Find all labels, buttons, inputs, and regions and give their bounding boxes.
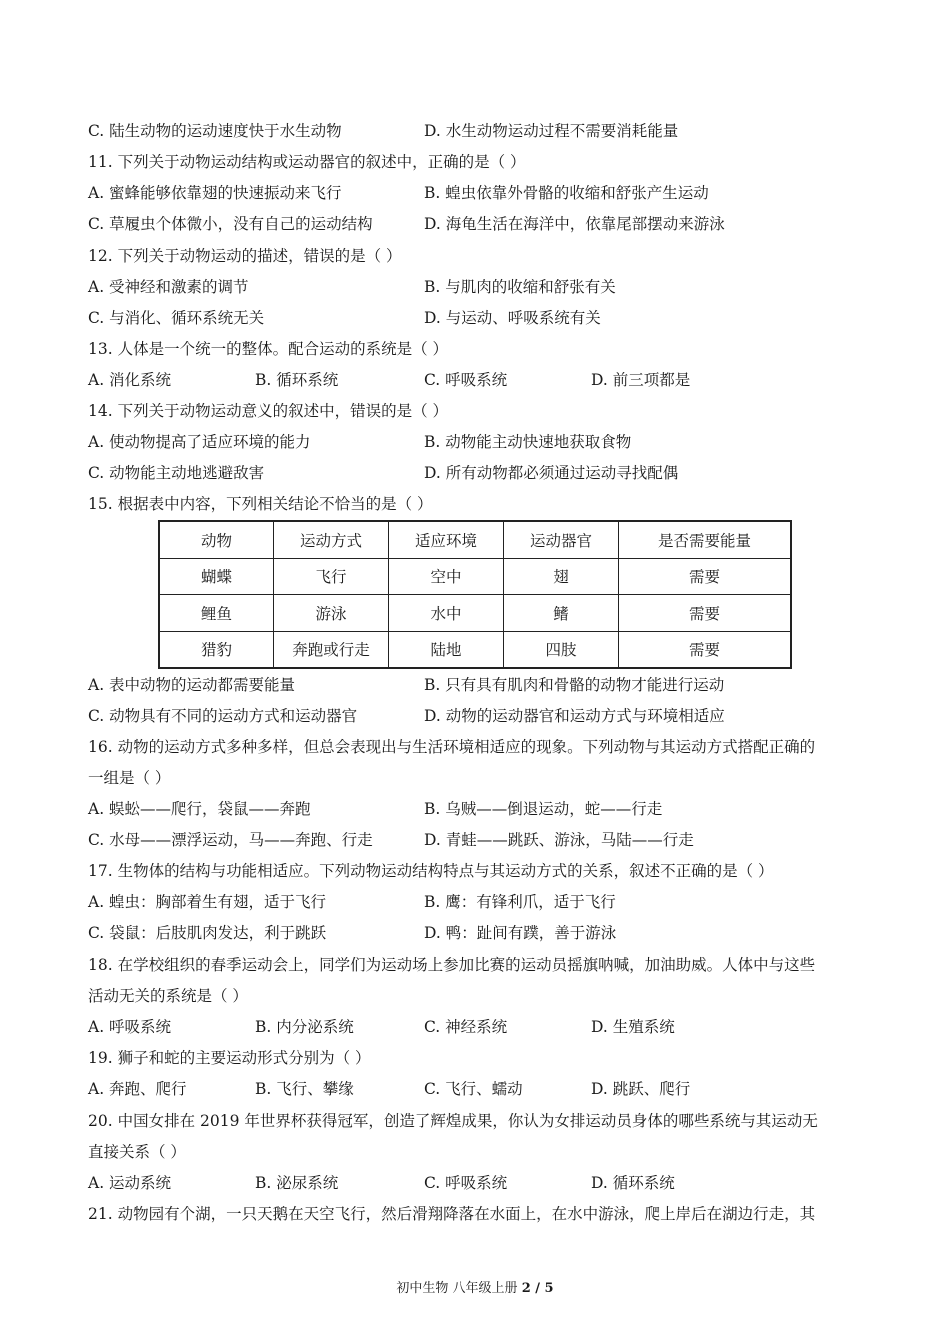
table-cell: 需要 <box>619 595 792 632</box>
question-15: 15. 根据表中内容，下列相关结论不恰当的是（ ） <box>88 495 433 513</box>
page-number: 2 / 5 <box>521 1281 554 1296</box>
option-d: D. 动物的运动器官和运动方式与环境相适应 <box>424 707 725 725</box>
question-18-cont: 活动无关的系统是（ ） <box>88 987 248 1005</box>
option-d: D. 鸭：趾间有蹼，善于游泳 <box>424 924 617 942</box>
option-c: C. 动物能主动地逃避敌害 <box>88 464 265 482</box>
option-a: A. 奔跑、爬行 <box>88 1080 187 1098</box>
option-b: B. 蝗虫依靠外骨骼的收缩和舒张产生运动 <box>424 184 709 202</box>
question-18: 18. 在学校组织的春季运动会上，同学们为运动场上参加比赛的运动员摇旗呐喊，加油助威。人体中与这些 <box>88 956 816 974</box>
question-16-cont: 一组是（ ） <box>88 769 171 787</box>
option-c: C. 动物具有不同的运动方式和运动器官 <box>88 707 358 725</box>
question-20-cont: 直接关系（ ） <box>88 1143 186 1161</box>
table-cell: 需要 <box>619 631 792 668</box>
table-cell: 需要 <box>619 558 792 595</box>
option-a: A. 蝗虫：胸部着生有翅，适于飞行 <box>88 893 327 911</box>
footer-label: 初中生物 八年级上册 <box>396 1281 522 1296</box>
table-header-cell: 动物 <box>159 521 274 558</box>
option-d: D. 前三项都是 <box>591 371 691 389</box>
table-cell: 陆地 <box>389 631 504 668</box>
option-c: C. 神经系统 <box>424 1018 508 1036</box>
table-header-cell: 运动方式 <box>274 521 389 558</box>
option-c: C. 呼吸系统 <box>424 371 508 389</box>
question-21: 21. 动物园有个湖，一只天鹅在天空飞行，然后滑翔降落在水面上，在水中游泳，爬上岸后在湖边行走，其 <box>88 1205 816 1223</box>
option-c: C. 呼吸系统 <box>424 1174 508 1192</box>
option-c: C. 水母——漂浮运动，马——奔跑、行走 <box>88 831 373 849</box>
question-19: 19. 狮子和蛇的主要运动形式分别为（ ） <box>88 1049 371 1067</box>
table-cell: 奔跑或行走 <box>274 631 389 668</box>
option-b: B. 与肌肉的收缩和舒张有关 <box>424 278 616 296</box>
option-c: C. 陆生动物的运动速度快于水生动物 <box>88 122 342 140</box>
option-b: B. 乌贼——倒退运动，蛇——行走 <box>424 800 663 818</box>
option-d: D. 循环系统 <box>591 1174 675 1192</box>
table-cell: 蝴蝶 <box>159 558 274 595</box>
option-a: A. 受神经和激素的调节 <box>88 278 249 296</box>
animal-table <box>158 520 792 669</box>
table-cell: 鲤鱼 <box>159 595 274 632</box>
option-b: B. 泌尿系统 <box>255 1174 339 1192</box>
question-20: 20. 中国女排在 2019 年世界杯获得冠军，创造了辉煌成果，你认为女排运动员身体的哪些系统与其运动无 <box>88 1112 818 1130</box>
table-cell: 鳍 <box>504 595 619 632</box>
option-a: A. 表中动物的运动都需要能量 <box>88 676 296 694</box>
option-d: D. 所有动物都必须通过运动寻找配偶 <box>424 464 679 482</box>
table-header-cell: 是否需要能量 <box>619 521 792 558</box>
option-d: D. 与运动、呼吸系统有关 <box>424 309 601 327</box>
option-d: D. 生殖系统 <box>591 1018 675 1036</box>
table-row <box>159 631 791 668</box>
question-13: 13. 人体是一个统一的整体。配合运动的系统是（ ） <box>88 340 449 358</box>
option-a: A. 使动物提高了适应环境的能力 <box>88 433 311 451</box>
question-14: 14. 下列关于动物运动意义的叙述中，错误的是（ ） <box>88 402 449 420</box>
option-b: B. 内分泌系统 <box>255 1018 354 1036</box>
option-a: A. 消化系统 <box>88 371 172 389</box>
option-c: C. 草履虫个体微小，没有自己的运动结构 <box>88 215 373 233</box>
table-header-cell: 适应环境 <box>389 521 504 558</box>
question-17: 17. 生物体的结构与功能相适应。下列动物运动结构特点与其运动方式的关系，叙述不正确的是（ ） <box>88 862 774 880</box>
option-b: B. 动物能主动快速地获取食物 <box>424 433 632 451</box>
option-b: B. 飞行、攀缘 <box>255 1080 354 1098</box>
option-a: A. 蜈蚣——爬行，袋鼠——奔跑 <box>88 800 311 818</box>
table-cell: 翅 <box>504 558 619 595</box>
table-cell: 水中 <box>389 595 504 632</box>
option-c: C. 与消化、循环系统无关 <box>88 309 265 327</box>
option-d: D. 海龟生活在海洋中，依靠尾部摆动来游泳 <box>424 215 725 233</box>
table-row <box>159 558 791 595</box>
option-a: A. 运动系统 <box>88 1174 172 1192</box>
table-cell: 飞行 <box>274 558 389 595</box>
option-b: B. 鹰：有锋利爪，适于飞行 <box>424 893 616 911</box>
option-b: B. 循环系统 <box>255 371 339 389</box>
option-d: D. 青蛙——跳跃、游泳，马陆——行走 <box>424 831 694 849</box>
option-c: C. 飞行、蠕动 <box>424 1080 523 1098</box>
table-row <box>159 595 791 632</box>
table-cell: 游泳 <box>274 595 389 632</box>
option-d: D. 水生动物运动过程不需要消耗能量 <box>424 122 679 140</box>
table-cell: 空中 <box>389 558 504 595</box>
table-header-row <box>159 521 791 558</box>
option-b: B. 只有具有肌肉和骨骼的动物才能进行运动 <box>424 676 725 694</box>
question-11: 11. 下列关于动物运动结构或运动器官的叙述中，正确的是（ ） <box>88 153 526 171</box>
table-cell: 猎豹 <box>159 631 274 668</box>
option-a: A. 呼吸系统 <box>88 1018 172 1036</box>
table-header-cell: 运动器官 <box>504 521 619 558</box>
page-footer <box>0 1280 950 1298</box>
question-16: 16. 动物的运动方式多种多样，但总会表现出与生活环境相适应的现象。下列动物与其运动方式搭配正确的 <box>88 738 816 756</box>
option-d: D. 跳跃、爬行 <box>591 1080 691 1098</box>
question-12: 12. 下列关于动物运动的描述，错误的是（ ） <box>88 247 402 265</box>
option-a: A. 蜜蜂能够依靠翅的快速振动来飞行 <box>88 184 342 202</box>
table-cell: 四肢 <box>504 631 619 668</box>
option-c: C. 袋鼠：后肢肌肉发达，利于跳跃 <box>88 924 327 942</box>
